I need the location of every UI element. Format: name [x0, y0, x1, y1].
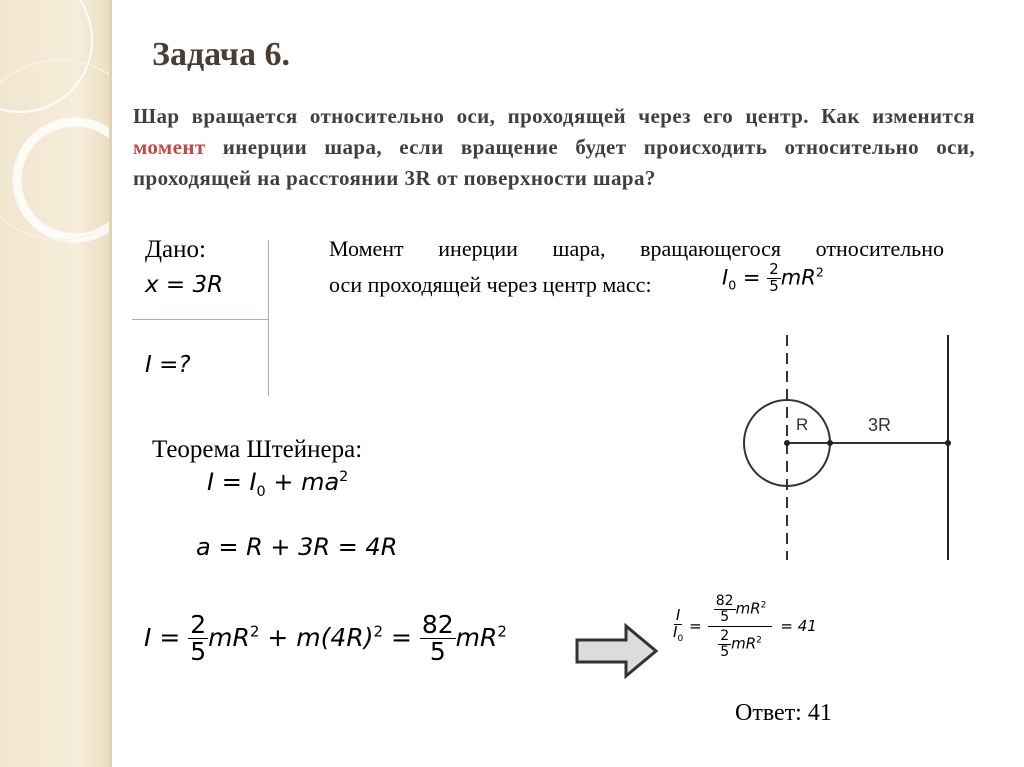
decorative-circles [0, 0, 112, 767]
axis-dot [945, 440, 951, 446]
highlight-word: момент [133, 135, 206, 159]
label-r: R [796, 415, 809, 434]
axis-diagram [700, 330, 980, 570]
steiner-formula: $I = I_0 + ma^2$ [207, 468, 349, 500]
given-label: Дано: [145, 236, 206, 263]
decorative-sidebar [0, 0, 112, 767]
problem-text-1: Шар вращается относительно оси, проходящей через его центр. Как изменится [133, 104, 975, 128]
given-horizontal-line [132, 319, 268, 320]
given-vertical-line [268, 240, 269, 396]
formula-i0: $I_0$ = $\frac{2}{5}$ $mR^2$ [722, 260, 824, 295]
steiner-title: Теорема Штейнера: [152, 436, 363, 463]
given-find: I =? [145, 352, 191, 378]
a-equation: a = R + 3R = 4R [196, 533, 398, 561]
problem-text-2: инерции шара, если вращение будет происходить относительно оси, проходящей на расстоянии 3R от поверхности шара? [133, 135, 975, 190]
answer: Ответ: 41 [735, 700, 832, 726]
surface-dot [827, 440, 833, 446]
moment-line-1: Момент инерции шара, вращающегося относительно [329, 236, 944, 261]
given-x: x = 3R [145, 272, 224, 298]
slide-title: Задача 6. [152, 36, 290, 73]
label-3r: 3R [868, 415, 892, 435]
moment-line-2: оси проходящей через центр масс: [329, 272, 652, 297]
i-equation: I = $\frac{2}{5}$ $mR^2 + m(4R)^2$ = $\frac{82}{5}$ $mR^2$ [144, 610, 507, 667]
right-arrow-icon [574, 622, 660, 680]
problem-statement [133, 101, 975, 194]
ratio-result: = 41 [780, 616, 817, 635]
center-dot [784, 440, 790, 446]
ratio-formula: $\frac{I}{I_0}$ = $\frac{82}{5}$ $mR^2$ $\frac{2}{5}$ $mR^2$ = 41 [673, 593, 817, 661]
